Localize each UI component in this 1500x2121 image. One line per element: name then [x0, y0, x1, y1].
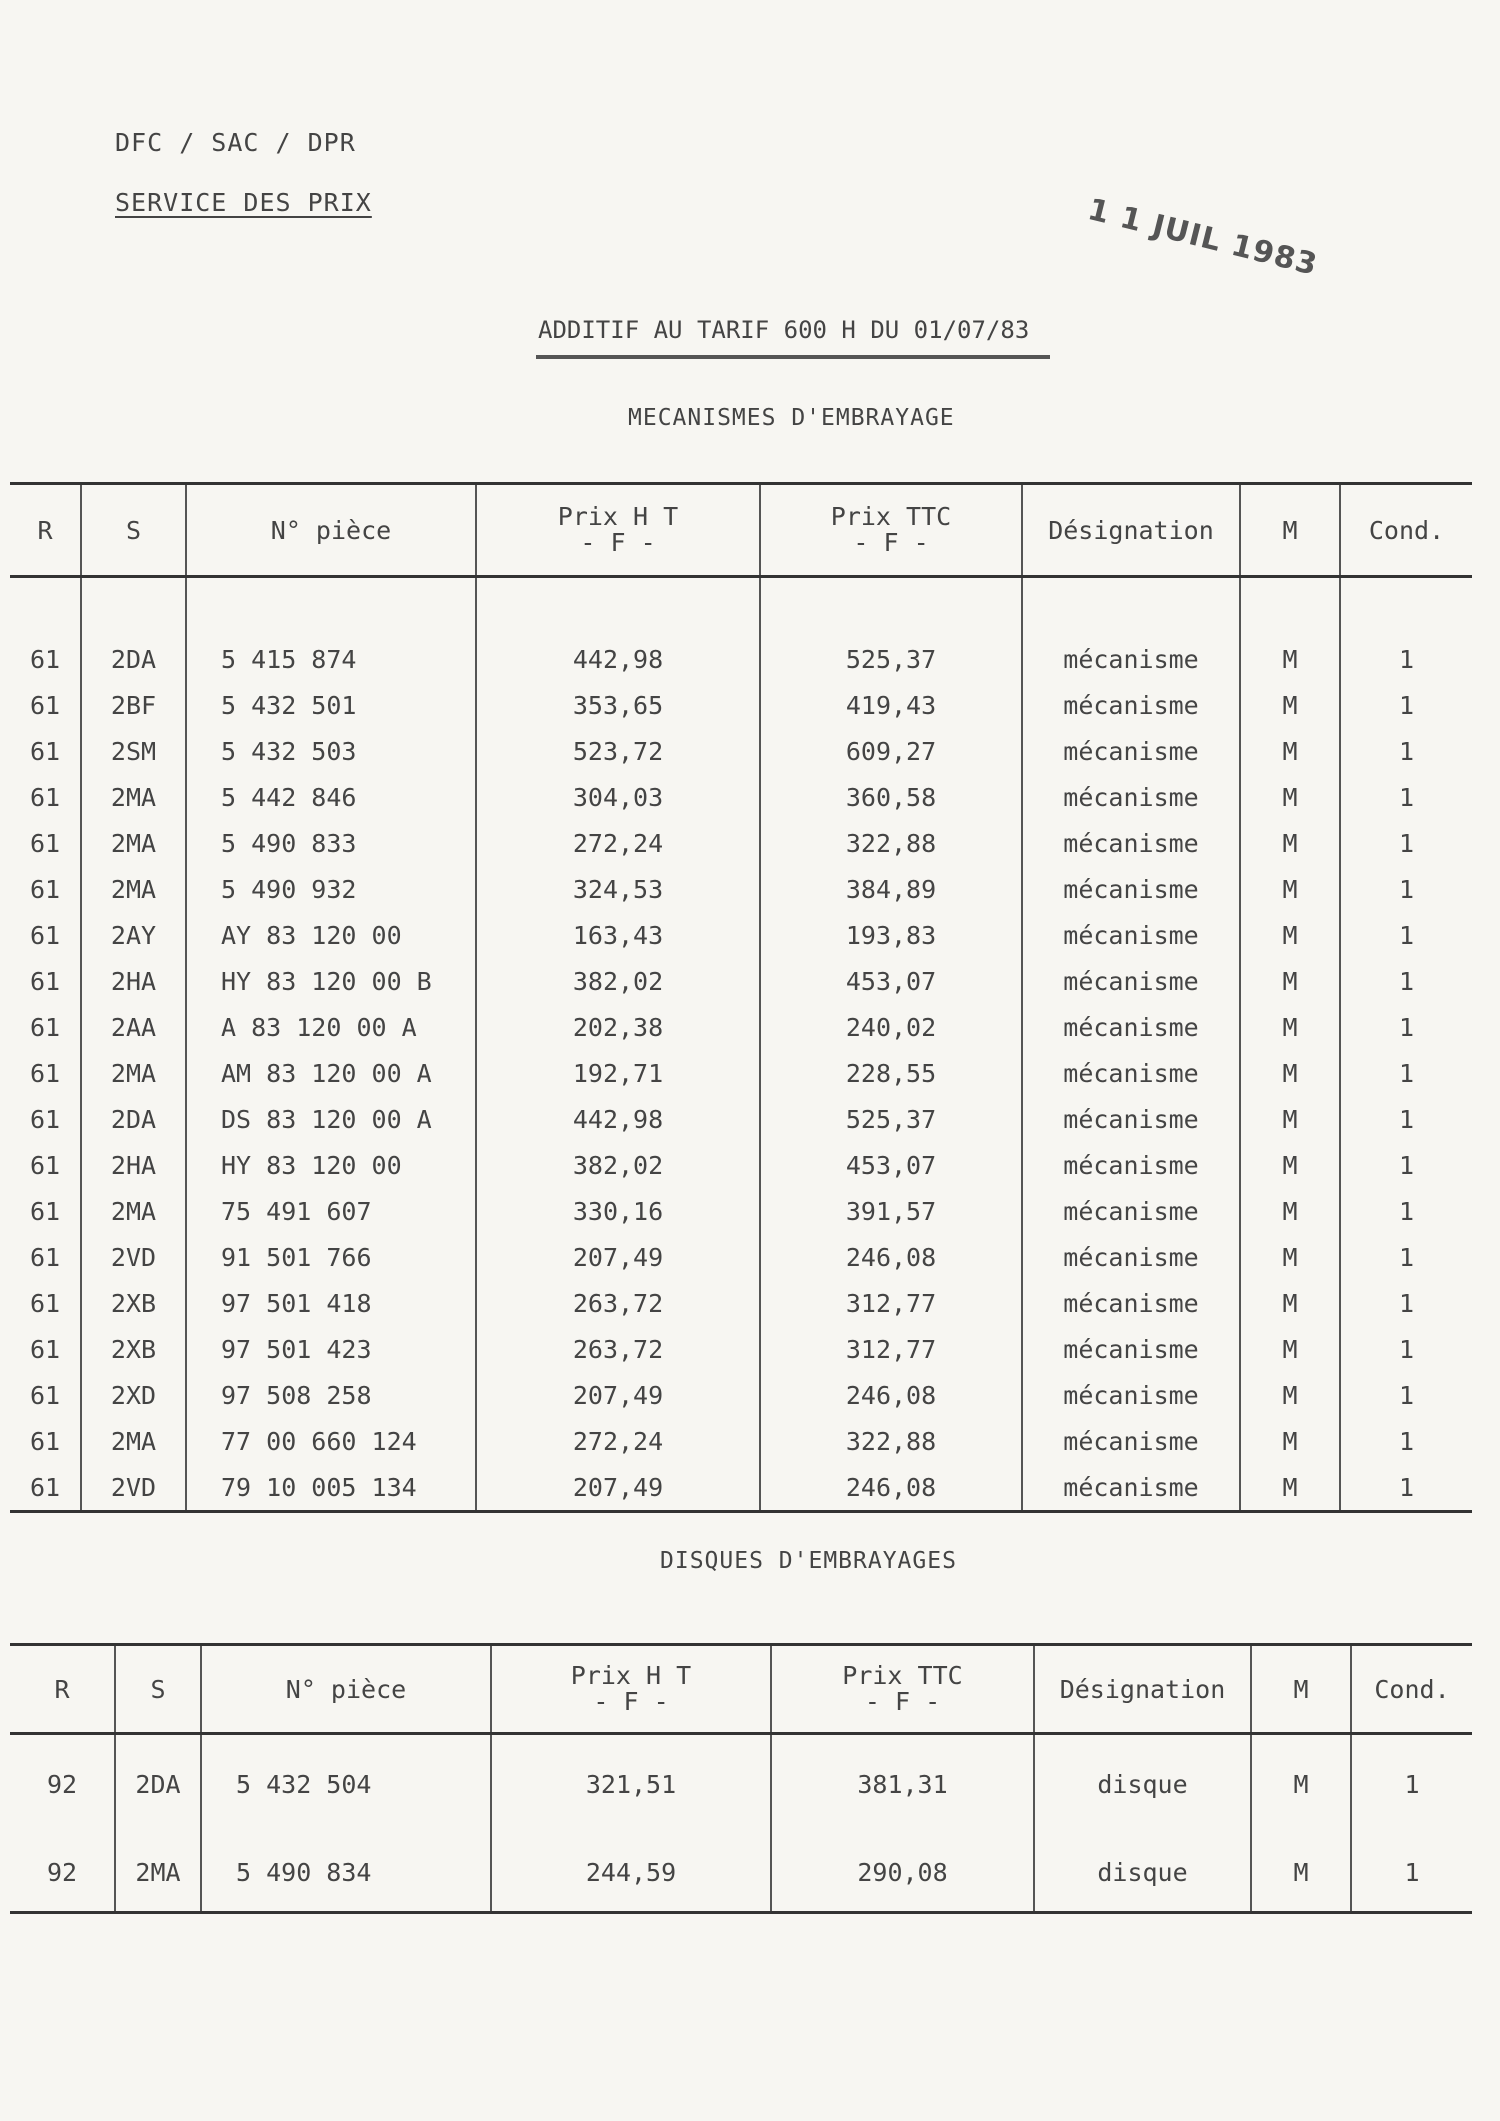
- organization-line: DFC / SAC / DPR: [115, 128, 356, 157]
- cell-r: 61: [29, 1334, 61, 1364]
- table-row: [10, 866, 1472, 912]
- cell-m: M: [1240, 1188, 1340, 1234]
- table-row: [10, 636, 1472, 682]
- cell-prix-ht: 192,71: [476, 1050, 760, 1096]
- table-row: [10, 1464, 1472, 1512]
- col-header-designation: Désignation: [1034, 1645, 1251, 1734]
- cell-designation: disque: [1034, 1734, 1251, 1834]
- cell-m: M: [1240, 958, 1340, 1004]
- cell-m: M: [1240, 1280, 1340, 1326]
- cell-prix-ht: 321,51: [491, 1734, 771, 1834]
- cell-cond: 1: [1340, 774, 1472, 820]
- cell-prix-ttc: 360,58: [760, 774, 1022, 820]
- cell-designation: mécanisme: [1022, 1234, 1240, 1280]
- cell-s: 2XD: [81, 1372, 186, 1418]
- cell-cond: 1: [1340, 1142, 1472, 1188]
- cell-designation: mécanisme: [1022, 774, 1240, 820]
- date-stamp: 1 1 JUIL 1983: [1084, 192, 1322, 283]
- cell-prix-ttc: 453,07: [760, 958, 1022, 1004]
- cell-prix-ttc: 453,07: [760, 1142, 1022, 1188]
- cell-r: 61: [10, 1464, 81, 1512]
- cell-m: M: [1240, 774, 1340, 820]
- cell-designation: mécanisme: [1022, 1188, 1240, 1234]
- cell-m: M: [1240, 1326, 1340, 1372]
- cell-r: 61: [29, 1012, 61, 1042]
- document-title: ADDITIF AU TARIF 600 H DU 01/07/83: [538, 316, 1030, 344]
- table-row: [10, 1142, 1472, 1188]
- cell-designation: mécanisme: [1022, 1142, 1240, 1188]
- cell-cond: 1: [1340, 1234, 1472, 1280]
- cell-prix-ht: 272,24: [476, 1418, 760, 1464]
- cell-designation: mécanisme: [1022, 1096, 1240, 1142]
- cell-cond: 1: [1340, 866, 1472, 912]
- table-row: [10, 1234, 1472, 1280]
- cell-s: 2HA: [81, 958, 186, 1004]
- col-header-prix-ttc: Prix TTC - F -: [771, 1645, 1034, 1734]
- cell-cond: 1: [1340, 1050, 1472, 1096]
- col-header-prix-ht: Prix H T - F -: [491, 1645, 771, 1734]
- cell-designation: mécanisme: [1022, 1464, 1240, 1512]
- table-row: [10, 1372, 1472, 1418]
- cell-r: 61: [29, 1242, 61, 1272]
- cell-prix-ttc: 384,89: [760, 866, 1022, 912]
- cell-r: 61: [29, 1426, 61, 1456]
- cell-designation: disque: [1034, 1833, 1251, 1913]
- cell-prix-ht: 163,43: [476, 912, 760, 958]
- cell-prix-ht: 207,49: [476, 1234, 760, 1280]
- cell-designation: mécanisme: [1022, 728, 1240, 774]
- cell-s: 2MA: [81, 1188, 186, 1234]
- cell-m: M: [1240, 866, 1340, 912]
- cell-r: 61: [29, 1196, 61, 1226]
- cell-s: 2MA: [81, 866, 186, 912]
- table-row: [10, 1004, 1472, 1050]
- table-header-row: [10, 1645, 1472, 1734]
- section-title-disques: DISQUES D'EMBRAYAGES: [660, 1548, 957, 1574]
- cell-piece: 5 490 834: [201, 1833, 491, 1913]
- cell-m: M: [1240, 1418, 1340, 1464]
- cell-prix-ttc: 240,02: [760, 1004, 1022, 1050]
- cell-prix-ht: 324,53: [476, 866, 760, 912]
- cell-prix-ht: 207,49: [476, 1372, 760, 1418]
- col-header-prix-ttc: Prix TTC - F -: [760, 484, 1022, 577]
- cell-prix-ht: 263,72: [476, 1280, 760, 1326]
- cell-m: M: [1240, 728, 1340, 774]
- cell-m: M: [1251, 1833, 1351, 1913]
- mecanismes-table: [10, 482, 1472, 1513]
- cell-r: 61: [29, 644, 61, 674]
- cell-piece: 5 442 846: [186, 774, 476, 820]
- cell-prix-ttc: 290,08: [771, 1833, 1034, 1913]
- cell-designation: mécanisme: [1022, 1004, 1240, 1050]
- cell-cond: 1: [1340, 1464, 1472, 1512]
- table-header-row: [10, 484, 1472, 577]
- cell-prix-ht: 382,02: [476, 1142, 760, 1188]
- cell-m: M: [1240, 820, 1340, 866]
- col-header-designation: Désignation: [1022, 484, 1240, 577]
- cell-prix-ttc: 525,37: [760, 1096, 1022, 1142]
- cell-m: M: [1240, 1234, 1340, 1280]
- cell-r: 61: [29, 828, 61, 858]
- cell-designation: mécanisme: [1022, 866, 1240, 912]
- cell-m: M: [1240, 682, 1340, 728]
- cell-s: 2MA: [81, 1050, 186, 1096]
- cell-designation: mécanisme: [1022, 958, 1240, 1004]
- cell-s: 2XB: [81, 1280, 186, 1326]
- title-underline: [536, 355, 1050, 359]
- table-row: [10, 1280, 1472, 1326]
- cell-prix-ht: 244,59: [491, 1833, 771, 1913]
- cell-piece: 5 432 501: [186, 682, 476, 728]
- cell-piece: 91 501 766: [186, 1234, 476, 1280]
- cell-prix-ttc: 246,08: [760, 1372, 1022, 1418]
- cell-piece: 97 501 423: [186, 1326, 476, 1372]
- cell-prix-ttc: 322,88: [760, 820, 1022, 866]
- cell-r: 61: [29, 1288, 61, 1318]
- cell-prix-ht: 263,72: [476, 1326, 760, 1372]
- cell-cond: 1: [1340, 1280, 1472, 1326]
- col-header-m: M: [1251, 1645, 1351, 1734]
- cell-cond: 1: [1340, 1096, 1472, 1142]
- col-header-m: M: [1240, 484, 1340, 577]
- table-row: [10, 1833, 1472, 1913]
- cell-r: 92: [10, 1833, 115, 1913]
- cell-piece: 5 415 874: [186, 636, 476, 682]
- cell-piece: HY 83 120 00 B: [186, 958, 476, 1004]
- cell-cond: 1: [1340, 1004, 1472, 1050]
- cell-piece: AY 83 120 00: [186, 912, 476, 958]
- cell-piece: DS 83 120 00 A: [186, 1096, 476, 1142]
- table-row: [10, 1326, 1472, 1372]
- table-row: [10, 912, 1472, 958]
- cell-piece: 77 00 660 124: [186, 1418, 476, 1464]
- cell-prix-ht: 202,38: [476, 1004, 760, 1050]
- cell-r: 92: [46, 1769, 78, 1799]
- cell-piece: HY 83 120 00: [186, 1142, 476, 1188]
- cell-s: 2MA: [81, 1418, 186, 1464]
- cell-piece: 97 508 258: [186, 1372, 476, 1418]
- cell-s: 2DA: [115, 1734, 201, 1834]
- disques-table: [10, 1643, 1472, 1914]
- cell-piece: A 83 120 00 A: [186, 1004, 476, 1050]
- cell-cond: 1: [1340, 682, 1472, 728]
- cell-cond: 1: [1340, 1372, 1472, 1418]
- cell-s: 2VD: [81, 1464, 186, 1512]
- cell-m: M: [1240, 1096, 1340, 1142]
- cell-designation: mécanisme: [1022, 820, 1240, 866]
- cell-prix-ttc: 312,77: [760, 1280, 1022, 1326]
- cell-cond: 1: [1351, 1734, 1472, 1834]
- cell-prix-ht: 330,16: [476, 1188, 760, 1234]
- cell-s: 2XB: [81, 1326, 186, 1372]
- cell-m: M: [1240, 1464, 1340, 1512]
- cell-prix-ttc: 322,88: [760, 1418, 1022, 1464]
- cell-r: 61: [29, 736, 61, 766]
- cell-prix-ttc: 246,08: [760, 1234, 1022, 1280]
- cell-prix-ht: 442,98: [476, 636, 760, 682]
- cell-s: 2MA: [81, 774, 186, 820]
- cell-m: M: [1251, 1734, 1351, 1834]
- table-row: [10, 1734, 1472, 1834]
- cell-cond: 1: [1340, 1418, 1472, 1464]
- cell-s: 2MA: [81, 820, 186, 866]
- cell-prix-ht: 272,24: [476, 820, 760, 866]
- col-header-piece: N° pièce: [201, 1645, 491, 1734]
- table-row: [10, 1050, 1472, 1096]
- cell-m: M: [1240, 636, 1340, 682]
- cell-prix-ttc: 609,27: [760, 728, 1022, 774]
- cell-cond: 1: [1340, 820, 1472, 866]
- cell-s: 2AA: [81, 1004, 186, 1050]
- cell-r: 61: [29, 782, 61, 812]
- cell-piece: 5 490 932: [186, 866, 476, 912]
- cell-s: 2BF: [81, 682, 186, 728]
- cell-piece: 97 501 418: [186, 1280, 476, 1326]
- col-header-s: S: [115, 1645, 201, 1734]
- table-row: [10, 1418, 1472, 1464]
- cell-cond: 1: [1340, 912, 1472, 958]
- cell-prix-ht: 442,98: [476, 1096, 760, 1142]
- cell-piece: 5 432 504: [201, 1734, 491, 1834]
- cell-m: M: [1240, 912, 1340, 958]
- cell-m: M: [1240, 1004, 1340, 1050]
- cell-r: 61: [29, 966, 61, 996]
- cell-cond: 1: [1340, 636, 1472, 682]
- table-row: [10, 728, 1472, 774]
- cell-r: 61: [29, 1380, 61, 1410]
- col-header-s: S: [81, 484, 186, 577]
- cell-prix-ttc: 419,43: [760, 682, 1022, 728]
- cell-s: 2AY: [81, 912, 186, 958]
- cell-prix-ttc: 312,77: [760, 1326, 1022, 1372]
- cell-piece: 79 10 005 134: [186, 1464, 476, 1512]
- cell-r: 61: [29, 920, 61, 950]
- cell-prix-ht: 523,72: [476, 728, 760, 774]
- table-row: [10, 1096, 1472, 1142]
- cell-cond: 1: [1340, 728, 1472, 774]
- cell-prix-ht: 207,49: [476, 1464, 760, 1512]
- cell-piece: 75 491 607: [186, 1188, 476, 1234]
- section-title-mecanismes: MECANISMES D'EMBRAYAGE: [628, 405, 955, 431]
- service-name: SERVICE DES PRIX: [115, 188, 372, 217]
- table-spacer-row: [10, 577, 1472, 637]
- cell-piece: AM 83 120 00 A: [186, 1050, 476, 1096]
- cell-cond: 1: [1340, 958, 1472, 1004]
- cell-m: M: [1240, 1050, 1340, 1096]
- cell-prix-ttc: 391,57: [760, 1188, 1022, 1234]
- col-header-cond: Cond.: [1351, 1645, 1472, 1734]
- cell-designation: mécanisme: [1022, 912, 1240, 958]
- col-header-r: R: [10, 1645, 115, 1734]
- table-row: [10, 682, 1472, 728]
- cell-designation: mécanisme: [1022, 1372, 1240, 1418]
- cell-prix-ttc: 525,37: [760, 636, 1022, 682]
- cell-s: 2DA: [81, 636, 186, 682]
- cell-piece: 5 432 503: [186, 728, 476, 774]
- cell-s: 2DA: [81, 1096, 186, 1142]
- col-header-cond: Cond.: [1340, 484, 1472, 577]
- cell-s: 2HA: [81, 1142, 186, 1188]
- cell-m: M: [1240, 1372, 1340, 1418]
- col-header-prix-ht: Prix H T - F -: [476, 484, 760, 577]
- cell-s: 2VD: [81, 1234, 186, 1280]
- table-row: [10, 958, 1472, 1004]
- col-header-piece: N° pièce: [186, 484, 476, 577]
- cell-cond: 1: [1351, 1833, 1472, 1913]
- cell-m: M: [1240, 1142, 1340, 1188]
- cell-prix-ht: 353,65: [476, 682, 760, 728]
- cell-cond: 1: [1340, 1188, 1472, 1234]
- cell-designation: mécanisme: [1022, 1418, 1240, 1464]
- cell-cond: 1: [1340, 1326, 1472, 1372]
- cell-designation: mécanisme: [1022, 1326, 1240, 1372]
- table-row: [10, 820, 1472, 866]
- cell-s: 2MA: [115, 1833, 201, 1913]
- cell-designation: mécanisme: [1022, 1050, 1240, 1096]
- cell-r: 61: [29, 1150, 61, 1180]
- cell-r: 61: [29, 874, 61, 904]
- cell-designation: mécanisme: [1022, 682, 1240, 728]
- cell-prix-ttc: 193,83: [760, 912, 1022, 958]
- cell-prix-ttc: 228,55: [760, 1050, 1022, 1096]
- cell-piece: 5 490 833: [186, 820, 476, 866]
- table-row: [10, 774, 1472, 820]
- cell-prix-ttc: 246,08: [760, 1464, 1022, 1512]
- cell-designation: mécanisme: [1022, 1280, 1240, 1326]
- cell-r: 61: [29, 690, 61, 720]
- cell-prix-ht: 382,02: [476, 958, 760, 1004]
- cell-prix-ht: 304,03: [476, 774, 760, 820]
- cell-designation: mécanisme: [1022, 636, 1240, 682]
- cell-r: 61: [29, 1058, 61, 1088]
- cell-r: 61: [29, 1104, 61, 1134]
- cell-s: 2SM: [81, 728, 186, 774]
- table-row: [10, 1188, 1472, 1234]
- col-header-r: R: [10, 484, 81, 577]
- cell-prix-ttc: 381,31: [771, 1734, 1034, 1834]
